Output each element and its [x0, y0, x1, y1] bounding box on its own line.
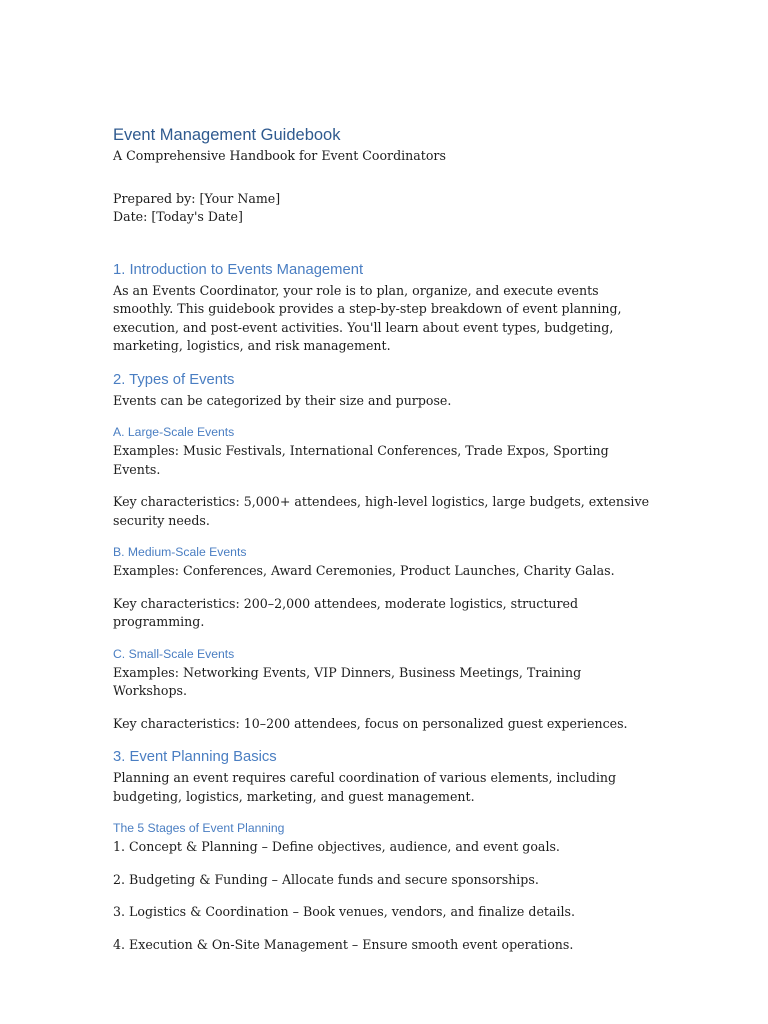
small-events-examples: Examples: Networking Events, VIP Dinners, Business Meetings, Training Workshops. — [113, 664, 582, 698]
medium-events-heading: B. Medium-Scale Events — [113, 545, 247, 559]
planning-stage-item: 4. Execution & On-Site Management – Ensure smooth event operations. — [113, 936, 574, 952]
section-planning-body: Planning an event requires careful coordination of various elements, including budgeting, logistics, marketing, and guest management. — [113, 770, 617, 804]
medium-events-characteristics: Key characteristics: 200–2,000 attendees, moderate logistics, structured programming. — [113, 595, 579, 629]
section-types-body: Events can be categorized by their size and purpose. — [113, 392, 452, 408]
prepared-by-line: Prepared by: [Your Name] — [113, 190, 281, 206]
document-page — [113, 124, 658, 954]
small-events-characteristics: Key characteristics: 10–200 attendees, focus on personalized guest experiences. — [113, 715, 628, 731]
section-types-heading: 2. Types of Events — [113, 371, 235, 388]
large-events-examples: Examples: Music Festivals, International Conferences, Trade Expos, Sporting Events. — [113, 443, 609, 477]
small-events-heading: C. Small-Scale Events — [113, 646, 235, 661]
large-events-heading: A. Large-Scale Events — [113, 425, 235, 439]
planning-stage-item: 1. Concept & Planning – Define objectives, audience, and event goals. — [113, 839, 560, 854]
planning-stages-heading: The 5 Stages of Event Planning — [113, 821, 285, 835]
medium-events-examples: Examples: Conferences, Award Ceremonies, Product Launches, Charity Galas. — [113, 563, 615, 578]
date-line: Date: [Today's Date] — [113, 209, 243, 224]
document-title: Event Management Guidebook — [113, 126, 341, 144]
section-intro-body: As an Events Coordinator, your role is to plan, organize, and execute events smoothly. This guidebook provides a step-by-step breakdown of event planning, execution, and post-event activities. You'll learn about event types, budgeting, marketing, logistics, and risk management. — [113, 282, 622, 353]
large-events-characteristics: Key characteristics: 5,000+ attendees, high-level logistics, large budgets, extensive security needs. — [113, 494, 650, 528]
section-planning-heading: 3. Event Planning Basics — [113, 749, 277, 765]
planning-stage-item: 2. Budgeting & Funding – Allocate funds and secure sponsorships. — [113, 871, 539, 887]
section-intro-heading: 1. Introduction to Events Management — [113, 261, 364, 278]
planning-stage-item: 3. Logistics & Coordination – Book venues, vendors, and finalize details. — [113, 904, 575, 919]
document-subtitle: A Comprehensive Handbook for Event Coordinators — [113, 148, 446, 163]
